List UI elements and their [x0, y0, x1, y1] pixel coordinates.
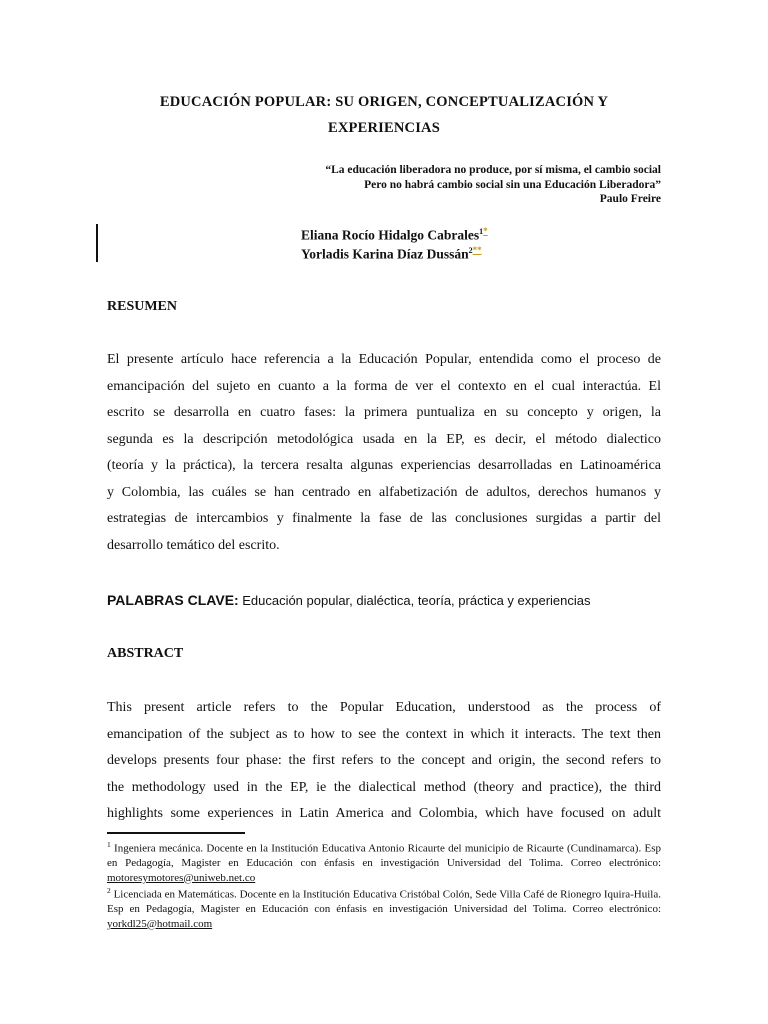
abstract-line: the methodology used in the EP, ie the dialectical method (theory and practice), the third — [107, 779, 661, 795]
footnote-1 — [107, 838, 661, 885]
document-title-line-1: EDUCACIÓN POPULAR: SU ORIGEN, CONCEPTUALIZACIÓN Y — [159, 94, 609, 110]
footnote-2-text: Licenciada en Matemáticas. Docente en la Institución Educativa Cristóbal Colón, Sede Villa Café de Rionegro Iquira-Huila. Esp en Pedagogía, Magister en Educación con énfasis en investigación Universidad del Tolima. Correo electrónico: — [107, 888, 661, 916]
author-1 — [301, 226, 488, 244]
abstract-line: develops presents four phase: the first refers to the concept and origin, the second refers to — [107, 753, 661, 768]
epigraph — [241, 163, 661, 207]
author-1-footnote-ref[interactable]: 1 — [479, 227, 484, 236]
epigraph-attribution: Paulo Freire — [599, 193, 661, 205]
resumen-line: y Colombia, las cuáles se han centrado en alfabetización de adultos, derechos humanos y — [107, 484, 661, 500]
footnote-1-email-link[interactable]: motoresymotores@uniweb.net.co — [107, 871, 256, 884]
keywords — [107, 592, 667, 610]
resumen-line: segunda es la descripción metodológica usada en la EP, es decir, el método dialectico — [107, 431, 661, 447]
epigraph-line-1: “La educación liberadora no produce, por sí misma, el cambio social — [325, 164, 661, 176]
epigraph-line-2: Pero no habrá cambio social sin una Educación Liberadora” — [364, 178, 661, 191]
resumen-line: El presente artículo hace referencia a la Educación Popular, entendida como el proceso de — [107, 352, 661, 367]
footnote-2-email-link[interactable]: yorkdl25@hotmail.com — [107, 917, 213, 930]
resumen-body — [107, 347, 661, 559]
abstract-line: highlights some experiences in Latin America and Colombia, which have focused on adult — [107, 806, 661, 821]
author-1-mark[interactable]: * — [483, 226, 488, 236]
resumen-line: emancipación del sujeto en cuanto a la forma de ver el contexto en el cual interactúa. El — [107, 378, 661, 394]
resumen-heading: RESUMEN — [107, 299, 178, 314]
keywords-label: PALABRAS CLAVE: — [107, 592, 239, 608]
author-2-name: Yorladis Karina Díaz Dussán — [301, 246, 469, 262]
author-2-footnote-ref[interactable]: 2 — [468, 246, 473, 255]
abstract-heading: ABSTRACT — [107, 646, 184, 661]
resumen-line: (teoría y la práctica), la tercera resalta algunas experiencias desarrolladas en Latinoamérica — [107, 458, 661, 473]
author-1-name: Eliana Rocío Hidalgo Cabrales — [301, 227, 480, 243]
author-2-mark[interactable]: ** — [472, 245, 482, 255]
document-title-line-2: EXPERIENCIAS — [328, 120, 440, 136]
footnote-separator — [107, 832, 245, 834]
footnote-1-text: Ingeniera mecánica. Docente en la Institución Educativa Antonio Ricaurte del municipio de Ricaurte (Cundinamarca). Esp en Pedagogía, Magister en Educación con énfasis en investigación Universidad del Tolima. Correo electrónico: — [107, 842, 662, 870]
resumen-line: escrito se desarrolla en cuatro fases: la primera puntualiza en su concepto y origen, la — [107, 405, 661, 420]
abstract-line: emancipation of the subject as to how to see the context in which it interacts. The text then — [107, 726, 661, 742]
text-cursor — [96, 224, 98, 262]
footnote-2-number: 2 — [107, 886, 111, 895]
keywords-text: Educación popular, dialéctica, teoría, práctica y experiencias — [242, 593, 591, 608]
footnote-1-number: 1 — [107, 840, 111, 849]
resumen-line: estrategias de intercambios y finalmente la fase de las conclusiones surgidas a partir del — [107, 511, 661, 526]
author-2 — [301, 245, 482, 263]
resumen-line: desarrollo temático del escrito. — [107, 537, 280, 553]
abstract-body — [107, 695, 661, 828]
footnote-2 — [107, 884, 661, 931]
abstract-line: This present article refers to the Popular Education, understood as the process of — [107, 700, 661, 715]
